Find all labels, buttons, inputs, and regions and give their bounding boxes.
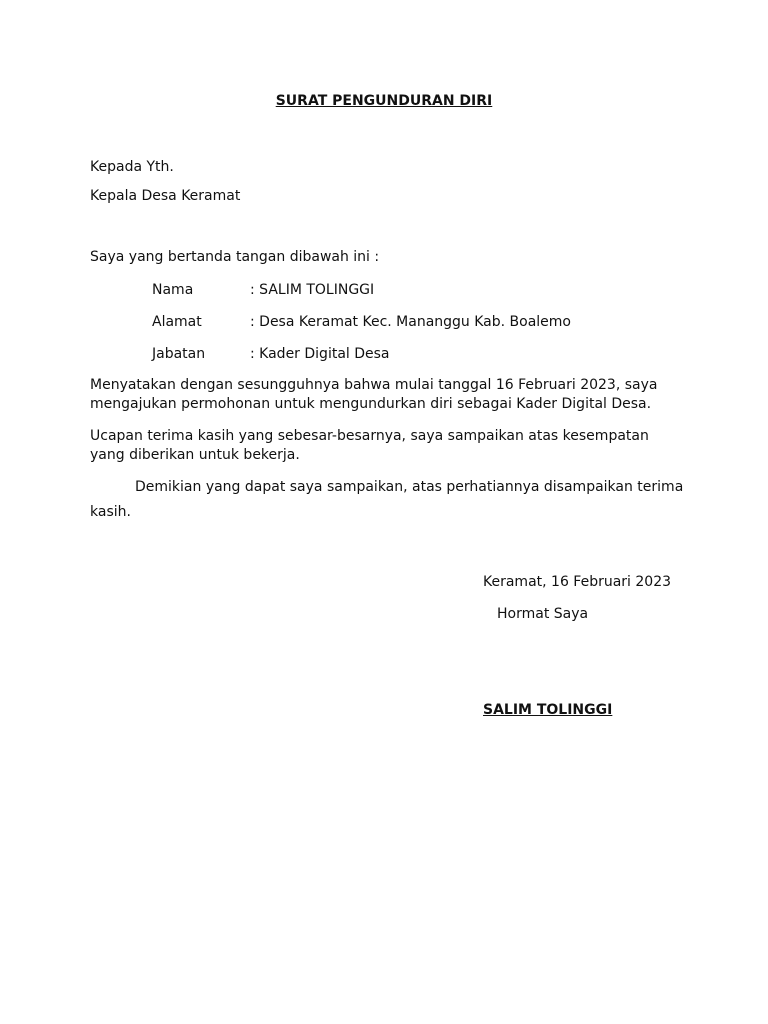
paragraph-2-line-1: Ucapan terima kasih yang sebesar-besarnya, saya sampaikan atas kesempatan	[90, 428, 649, 444]
recipient-line-2: Kepala Desa Keramat	[90, 188, 241, 204]
signer-name: SALIM TOLINGGI	[483, 702, 613, 718]
paragraph-1-line-2: mengajukan permohonan untuk mengundurkan diri sebagai Kader Digital Desa.	[90, 396, 652, 412]
intro-text: Saya yang bertanda tangan dibawah ini :	[90, 249, 380, 265]
field-label-alamat: Alamat	[152, 314, 202, 330]
field-value-alamat: : Desa Keramat Kec. Mananggu Kab. Boalemo	[250, 314, 572, 330]
place-date: Keramat, 16 Februari 2023	[483, 574, 672, 590]
paragraph-2-line-2: yang diberikan untuk bekerja.	[90, 447, 300, 463]
paragraph-3: Demikian yang dapat saya sampaikan, atas perhatiannya disampaikan terima kasih.	[90, 479, 684, 520]
field-value-jabatan: : Kader Digital Desa	[250, 346, 390, 362]
letter-title: SURAT PENGUNDURAN DIRI	[275, 93, 493, 109]
field-label-jabatan: Jabatan	[152, 346, 206, 362]
field-value-nama: : SALIM TOLINGGI	[250, 282, 375, 298]
closing-greeting: Hormat Saya	[497, 606, 589, 622]
recipient-line-1: Kepada Yth.	[90, 159, 174, 175]
field-label-nama: Nama	[152, 282, 194, 298]
paragraph-1-line-1: Menyatakan dengan sesungguhnya bahwa mulai tanggal 16 Februari 2023, saya	[90, 377, 658, 393]
